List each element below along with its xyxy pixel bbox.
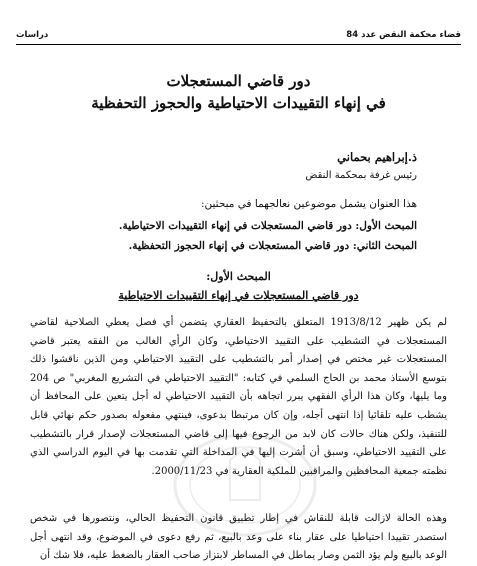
article-title-line1: دور قاضي المستعجلات xyxy=(166,72,311,90)
article-title-line2: في إنهاء التقييدات الاحتياطية والحجوز التحفظية xyxy=(91,94,386,112)
section-title: دور قاضي المستعجلات في إنهاء التقييدات الاحتياطية xyxy=(118,289,359,302)
intro-item-1: المبحث الأول: دور قاضي المستعجلات في إنهاء التقييدات الاحتياطية. xyxy=(118,220,417,232)
intro-item-2: المبحث الثاني: دور قاضي المستعجلات في إنهاء الحجوز التحفظية. xyxy=(128,240,417,252)
header-rule xyxy=(16,44,461,45)
section-label: المبحث الأول: xyxy=(206,270,271,283)
intro-text: هذا العنوان يشمل موضوعين نعالجهما في مبحثين: xyxy=(200,198,417,210)
author-role: رئيس غرفة بمحكمة النقض xyxy=(305,170,417,181)
author-name: ذ.إبراهيم بحماني xyxy=(337,150,417,164)
running-header xyxy=(16,28,461,44)
section-name: دراسات xyxy=(16,30,49,40)
journal-name: قضاء محكمة النقض عدد 84 xyxy=(346,30,461,40)
paragraph-2: وهذه الحالة لازالت قابلة للنقاش في إطار تطبيق قانون التحفيظ الحالي، ونتصورها في شخص استصدر تقييدا احتياطيا على عقار بناء على وعد بالبيع، ثم رفع دعوى في الموضوع، وقد انتهى أجل الوعد بالبيع ولم يؤد الثمن وصار يماطل في المساطر لابتزاز صاحب العقار بالضغط عليه، فلا شك أن xyxy=(30,513,447,562)
paragraph-1: لم يكن ظهير 1913/8/12 المتعلق بالتحفيظ العقاري يتضمن أي فصل يعطي الصلاحية لقاضي المستعجلات في التشطيب على التقييد الاحتياطي، وكان الرأي الغالب من الفقه يعتبر قاضي المستعجلات غير مختص في إصدار أمر بالتشطيب على التقييد الاحتياطي ومن الذين ناقشوا ذلك بتوسع الأستاذ محمد بن الحاج السلمي في كتابه: "التقييد الاحتياطي في التشريع المغربي" ص 204 وما يليها، وكان هذا الرأي الفقهي يبرر اتجاهه بأن التقييد الاحتياطي له أجل يتعين على المحافظ أن يشطب عليه تلقائيا إذا انتهى أجله، وإن كان مرتبطا بدعوى، فينتهي مفعوله بصدور حكم نهائي قابل للتنفيذ، ولكن هناك حالات كان لابد من الرجوع فيها إلى قاضي المستعجلات لإصدار قرار بالتشطيب على التقييد الاحتياطي، وسبق أن أشرت إليها في المداخلة التي تقدمت بها في اليوم الدراسي الذي نظمته جمعية المحافظين والمراقبين للملكية العقارية في 2000/11/23. xyxy=(30,317,447,477)
